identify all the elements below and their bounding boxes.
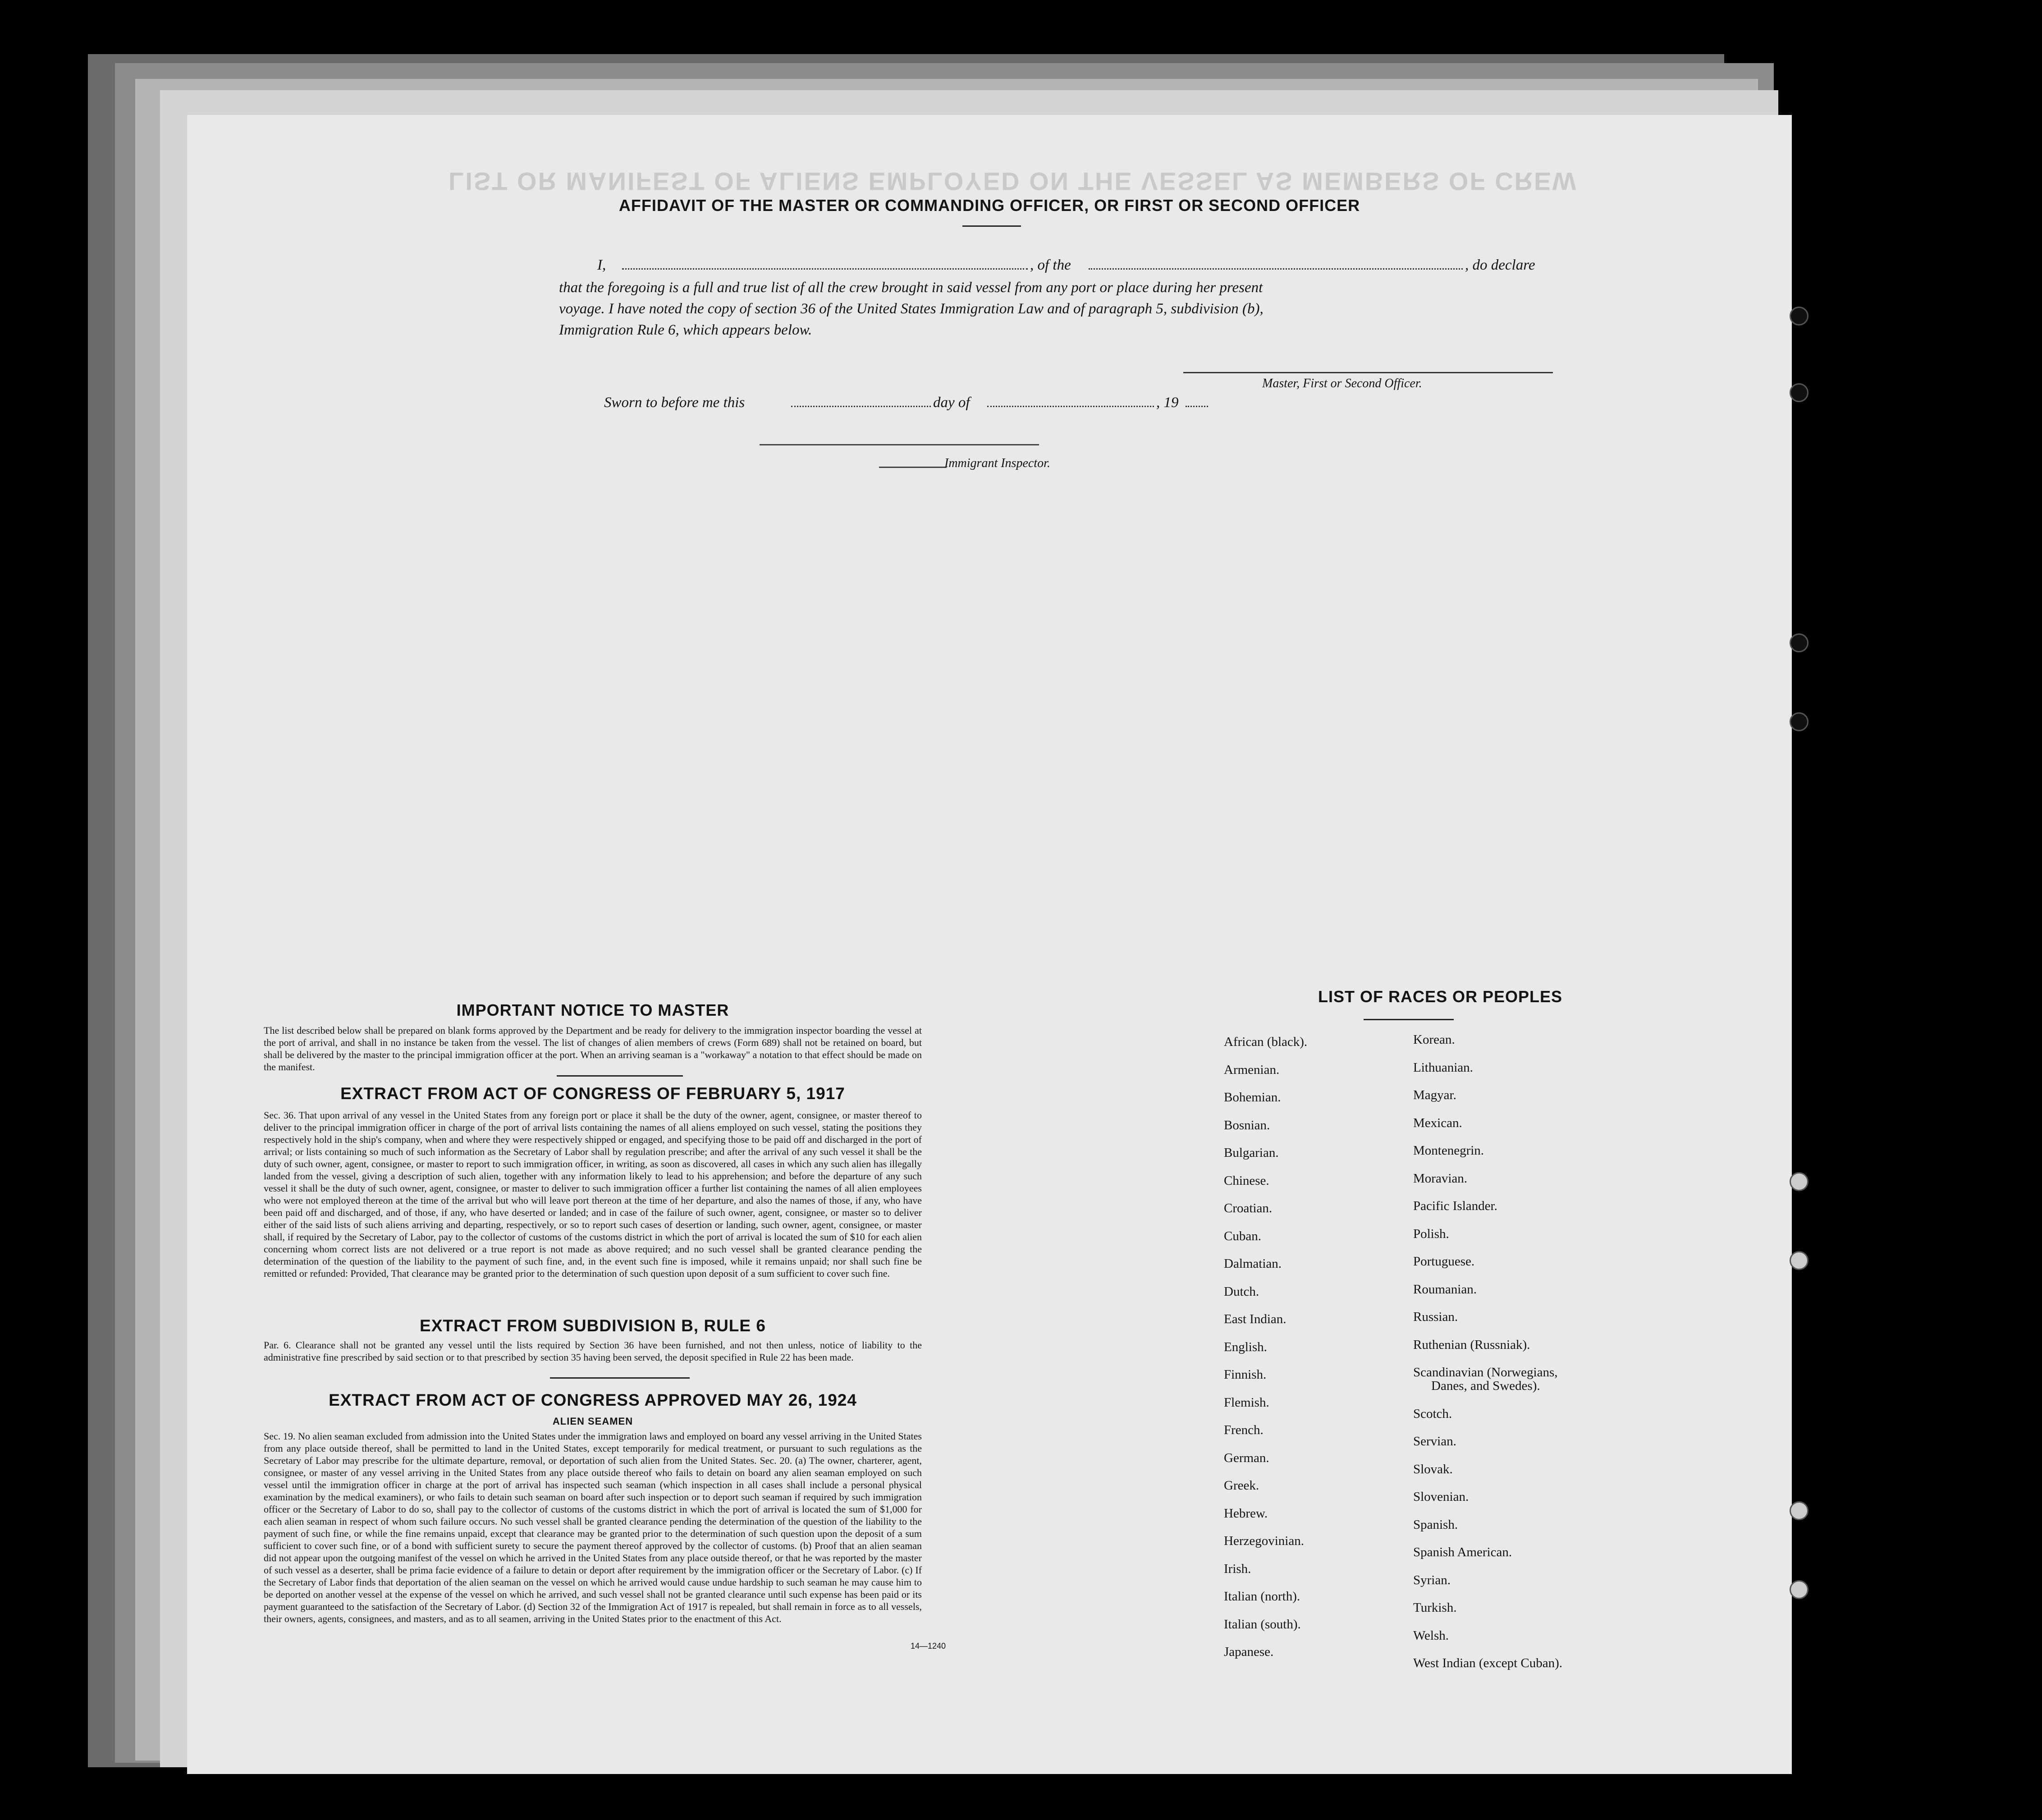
race-item: Scotch. bbox=[1413, 1406, 1452, 1421]
race-item: Bulgarian. bbox=[1224, 1146, 1279, 1160]
race-item: Lithuanian. bbox=[1413, 1060, 1473, 1075]
sworn-day-of: day of bbox=[933, 394, 970, 411]
race-item: Dalmatian. bbox=[1224, 1256, 1282, 1271]
race-item: Polish. bbox=[1413, 1226, 1449, 1241]
affidavit-divider bbox=[962, 225, 1021, 227]
race-item: English. bbox=[1224, 1339, 1267, 1354]
race-item: Ruthenian (Russniak). bbox=[1413, 1337, 1530, 1352]
master-signature-line[interactable] bbox=[1183, 372, 1553, 373]
affidavit-do-declare: , do declare bbox=[1465, 257, 1535, 273]
binder-hole-2 bbox=[1790, 383, 1808, 402]
binder-hole-5 bbox=[1790, 1172, 1808, 1191]
race-item: Bohemian. bbox=[1224, 1090, 1281, 1105]
race-item: Welsh. bbox=[1413, 1628, 1449, 1643]
affidavit-line3: voyage. I have noted the copy of section 36 of the United States Immigration Law and of paragraph 5, subdivision (b), bbox=[559, 301, 1264, 317]
sworn-year-field[interactable] bbox=[1186, 406, 1208, 407]
race-item: Servian. bbox=[1413, 1434, 1456, 1449]
extract-1924-subtitle: ALIEN SEAMEN bbox=[552, 1416, 633, 1427]
extract-1924-title: EXTRACT FROM ACT OF CONGRESS APPROVED MAY 26, 1924 bbox=[329, 1391, 857, 1409]
race-item: Russian. bbox=[1413, 1310, 1458, 1324]
race-item: French. bbox=[1224, 1423, 1264, 1437]
race-item: Korean. bbox=[1413, 1032, 1455, 1047]
race-item: Montenegrin. bbox=[1413, 1143, 1484, 1158]
affidavit-title: AFFIDAVIT OF THE MASTER OR COMMANDING OFFICER, OR FIRST OR SECOND OFFICER bbox=[618, 196, 1360, 215]
rule6-divider bbox=[550, 1377, 690, 1379]
extract-1924-body: Sec. 19. No alien seaman excluded from admission into the United States under the immigration laws and employed on board any vessel arriving in the United States from any place outside thereof, shall be permitted to land in the United States, except temporarily for medical treatment, or pursuant to such regulations as the Secretary of Labor may prescribe for the ultimate departure, removal, or deportation of such alien from the United States. Sec. 20. (a) The owner, charterer, agent, consignee, or master of any vessel arriving in the United States from any place outside thereof who fails to detain on board any alien seaman employed on such vessel until the immigration officer in charge at the port of arrival has inspected such seaman (which inspection in all cases shall include a personal physical examination by the medical examiners), or who fails to detain such seaman on board after such inspection or to deport such seaman if required by such immigration officer or the Secretary of Labor to do so, shall pay to the collector of customs of the customs district in which the port of arrival is located the sum of $1,000 for each alien seaman in respect of whom such failure occurs. No such vessel shall be granted clearance pending the determination of the question of the liability to the payment of such fine, or while the fine remains unpaid, except that clearance may be granted prior to the determination of such question upon the deposit of a sum sufficient to cover such fine, or of a bond with sufficient surety to secure the payment thereof approved by the collector of customs. (b) Proof that an alien seaman did not appear upon the outgoing manifest of the vessel on which he arrived in the United States from any place outside thereof, or that he was reported by the master of such vessel as a deserter, shall be prima facie evidence of a failure to detain or deport after requirement by the immigration officer or the Secretary of Labor. (c) If the Secretary of Labor finds that deportation of the alien seaman on the vessel on which he arrived would cause undue hardship to such seaman he may cause him to be deported on another vessel at the expense of the vessel on which he arrived, and such vessel shall not be granted clearance until such expense has been paid or its payment guaranteed to the satisfaction of the Secretary of Labor. (d) Section 32 of the Immigration Act of 1917 is repealed, but shall remain in force as to all vessels, their owners, agents, consignees, and masters, and as to all seamen, arriving in the United States prior to the enactment of this Act. bbox=[264, 1430, 922, 1624]
race-item: Mexican. bbox=[1413, 1115, 1462, 1130]
affidavit-i: I, bbox=[597, 257, 606, 273]
rule6-title: EXTRACT FROM SUBDIVISION B, RULE 6 bbox=[420, 1316, 766, 1335]
race-item: Armenian. bbox=[1224, 1062, 1280, 1077]
race-item: Pacific Islander. bbox=[1413, 1199, 1497, 1213]
race-item: German. bbox=[1224, 1450, 1269, 1465]
race-item: Turkish. bbox=[1413, 1600, 1457, 1615]
binder-hole-6 bbox=[1790, 1251, 1808, 1270]
sworn-date-field[interactable] bbox=[791, 406, 931, 407]
binder-hole-7 bbox=[1790, 1501, 1808, 1520]
notice-divider bbox=[557, 1075, 683, 1077]
form-number: 14—1240 bbox=[911, 1641, 946, 1650]
race-item: Scandinavian (Norwegians, bbox=[1413, 1365, 1558, 1380]
sworn-year-label: , 19 bbox=[1156, 394, 1179, 411]
race-item: Greek. bbox=[1224, 1478, 1259, 1493]
race-item: Japanese. bbox=[1224, 1645, 1274, 1659]
affidavit-of-the: , of the bbox=[1030, 257, 1071, 273]
extract-1917-body: Sec. 36. That upon arrival of any vessel in the United States from any foreign port or place it shall be the duty of the owner, agent, consignee, or master thereof to deliver to the principal immigration officer in charge of the port of arrival lists containing the names of all aliens employed on such vessel, stating the positions they respectively hold in the ship's company, when and where they were respectively shipped or engaged, and specifying those to be paid off and discharged in the port of arrival; or lists containing so much of such information as the Secretary of Labor shall by regulation prescribe; and after the arrival of any such vessel it shall be the duty of such owner, agent, consignee, or master to report to such immigration officer, in writing, as soon as discovered, all cases in which any such alien has illegally landed from the vessel, giving a description of such alien, together with any information likely to lead to his apprehension; and before the departure of any such vessel it shall be the duty of such owner, agent, consignee, or master to deliver to such immigration officer a further list containing the names of all alien employees who were not employed thereon at the time of the arrival but who will leave port thereon at the time of her departure, and also the names of those, if any, who have been paid off and discharged, and of those, if any, who have deserted or landed; and in case of the failure of such owner, agent, consignee, or master so to deliver either of the said lists of such aliens arriving and departing, respectively, or so to report such cases of desertion or landing, such owner, agent, consignee, or master shall, if required by the Secretary of Labor, pay to the collector of customs of the customs district in which the port of arrival is located the sum of $10 for each alien concerning whom correct lists are not delivered or a true report is not made as above required; and no such vessel shall be granted clearance pending the determination of the question of the liability to the payment of such fine, and, in the event such fine is imposed, while it remains unpaid; nor shall such fine be remitted or refunded: Provided, That clearance may be granted prior to the determination of such question upon deposit of a sum sufficient to cover such fine. bbox=[264, 1109, 922, 1279]
race-item: Flemish. bbox=[1224, 1395, 1269, 1410]
declarant-name-field[interactable] bbox=[622, 268, 1028, 270]
binder-hole-8 bbox=[1790, 1580, 1808, 1599]
race-item: Italian (north). bbox=[1224, 1589, 1300, 1604]
race-item: Herzegovinian. bbox=[1224, 1534, 1304, 1548]
inspector-label: Immigrant Inspector. bbox=[944, 456, 1050, 470]
bleed-through-heading: LIST OR MANIFEST OF ALIENS EMPLOYED ON THE VESSEL AS MEMBERS OF CREW bbox=[449, 167, 1578, 196]
race-item: Roumanian. bbox=[1413, 1282, 1477, 1297]
race-item: Hebrew. bbox=[1224, 1506, 1268, 1521]
master-signature-label: Master, First or Second Officer. bbox=[1262, 376, 1422, 390]
race-item: Portuguese. bbox=[1413, 1254, 1475, 1269]
race-item: Moravian. bbox=[1413, 1171, 1467, 1186]
binder-hole-4 bbox=[1790, 712, 1808, 731]
binder-hole-3 bbox=[1790, 633, 1808, 652]
race-item: Spanish American. bbox=[1413, 1545, 1512, 1559]
vessel-name-field[interactable] bbox=[1089, 268, 1463, 270]
affidavit-line2: that the foregoing is a full and true list of all the crew brought in said vessel from any port or place during her present bbox=[559, 280, 1263, 296]
race-item: Slovenian. bbox=[1413, 1490, 1469, 1504]
race-item: Cuban. bbox=[1224, 1229, 1261, 1243]
races-divider bbox=[1364, 1019, 1454, 1020]
race-item: Finnish. bbox=[1224, 1367, 1267, 1382]
notice-body: The list described below shall be prepared on blank forms approved by the Department and be ready for delivery to the immigration inspector boarding the vessel at the port of arrival, and shall in no instance be taken from the vessel. The list of changes of alien members of crews (Form 689) shall not be retained on board, but shall be delivered by the master to the principal immigration officer at the port. When an arriving seaman is a "workaway" a notation to that effect should be made on the manifest. bbox=[264, 1025, 922, 1073]
race-item: Bosnian. bbox=[1224, 1118, 1270, 1132]
race-item: Slovak. bbox=[1413, 1462, 1453, 1476]
notice-title: IMPORTANT NOTICE TO MASTER bbox=[456, 1001, 729, 1019]
races-title: LIST OF RACES OR PEOPLES bbox=[1318, 987, 1563, 1006]
binder-hole-1 bbox=[1790, 307, 1808, 325]
manifest-back-page bbox=[187, 115, 1792, 1774]
race-item: Italian (south). bbox=[1224, 1617, 1301, 1632]
race-item: Dutch. bbox=[1224, 1284, 1259, 1299]
race-item: Croatian. bbox=[1224, 1201, 1273, 1215]
race-item: Danes, and Swedes). bbox=[1431, 1379, 1540, 1393]
sworn-month-field[interactable] bbox=[987, 406, 1154, 407]
rule6-body: Par. 6. Clearance shall not be granted any vessel until the lists required by Section 36 have been furnished, and not then unless, notice of liability to the administrative fine prescribed by said section or to that prescribed by section 35 having been served, the deposit specified in Rule 22 has been made. bbox=[264, 1339, 922, 1363]
inspector-signature-line[interactable] bbox=[760, 444, 1039, 445]
race-item: Irish. bbox=[1224, 1561, 1251, 1576]
sworn-label: Sworn to before me this bbox=[604, 394, 745, 411]
race-item: Chinese. bbox=[1224, 1173, 1269, 1188]
race-item: West Indian (except Cuban). bbox=[1413, 1656, 1563, 1670]
race-item: Syrian. bbox=[1413, 1572, 1451, 1587]
race-item: East Indian. bbox=[1224, 1312, 1287, 1326]
affidavit-line4: Immigration Rule 6, which appears below. bbox=[559, 322, 812, 338]
race-item: Spanish. bbox=[1413, 1517, 1458, 1532]
inspector-short-line bbox=[879, 467, 947, 468]
race-item: African (black). bbox=[1224, 1035, 1308, 1049]
extract-1917-title: EXTRACT FROM ACT OF CONGRESS OF FEBRUARY 5, 1917 bbox=[340, 1084, 845, 1103]
race-item: Magyar. bbox=[1413, 1088, 1456, 1102]
